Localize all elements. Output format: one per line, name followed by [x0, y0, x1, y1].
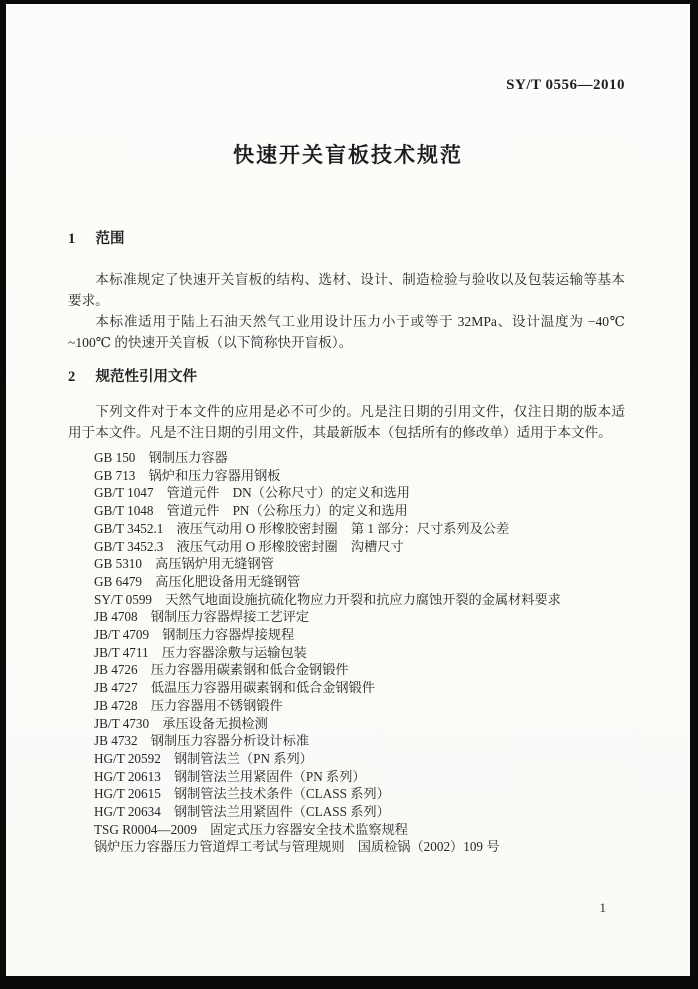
reference-item: GB/T 3452.1 液压气动用 O 形橡胶密封圈 第 1 部分：尺寸系列及公差: [94, 520, 510, 536]
section-1-paragraphs: [68, 269, 625, 353]
section-2-heading: [68, 367, 625, 387]
paragraph: 本标准适用于陆上石油天然气工业用设计压力小于或等于 32MPa、设计温度为 −40℃ ~100℃ 的快速开关盲板（以下简称快开盲板）。: [68, 314, 625, 350]
references-list: [68, 449, 625, 856]
document-page: [6, 4, 690, 976]
reference-item: TSG R0004—2009 固定式压力容器安全技术监察规程: [94, 821, 408, 837]
reference-item: HG/T 20592 钢制管法兰（PN 系列）: [94, 750, 313, 766]
reference-item: HG/T 20615 钢制管法兰技术条件（CLASS 系列）: [94, 786, 390, 802]
reference-item: GB 150 钢制压力容器: [94, 450, 228, 465]
page-content: [68, 229, 625, 856]
reference-item: GB/T 1047 管道元件 DN（公称尺寸）的定义和选用: [94, 485, 410, 501]
reference-item: GB/T 1048 管道元件 PN（公称压力）的定义和选用: [94, 503, 408, 519]
reference-item: JB 4708 钢制压力容器焊接工艺评定: [94, 609, 310, 625]
reference-item: GB 5310 高压锅炉用无缝钢管: [94, 556, 274, 572]
paragraph: 本标准规定了快速开关盲板的结构、选材、设计、制造检验与验收以及包装运输等基本要求。: [68, 272, 625, 308]
reference-item: SY/T 0599 天然气地面设施抗硫化物应力开裂和抗应力腐蚀开裂的金属材料要求: [94, 591, 561, 607]
section-1-number: 1: [68, 231, 76, 247]
section-1-heading: [68, 229, 625, 249]
reference-item: JB/T 4730 承压设备无损检测: [94, 715, 268, 731]
reference-item: HG/T 20613 钢制管法兰用紧固件（PN 系列）: [94, 768, 366, 784]
reference-item: JB 4726 压力容器用碳素钢和低合金钢锻件: [94, 662, 349, 678]
section-2-number: 2: [68, 369, 76, 385]
document-title: 快速开关盲板技术规范: [233, 143, 463, 167]
reference-item: HG/T 20634 钢制管法兰用紧固件（CLASS 系列）: [94, 804, 390, 820]
reference-item: JB 4727 低温压力容器用碳素钢和低合金钢锻件: [94, 680, 375, 696]
reference-item: JB 4732 钢制压力容器分析设计标准: [94, 733, 310, 749]
reference-item: 锅炉压力容器压力管道焊工考试与管理规则 国质检锅（2002）109 号: [94, 839, 500, 855]
section-1-title: 范围: [95, 231, 125, 247]
page-number: 1: [599, 900, 606, 915]
reference-item: GB/T 3452.3 液压气动用 O 形橡胶密封圈 沟槽尺寸: [94, 538, 404, 554]
paragraph: 下列文件对于本文件的应用是必不可少的。凡是注日期的引用文件，仅注日期的版本适用于本文件。凡是不注日期的引用文件，其最新版本（包括所有的修改单）适用于本文件。: [68, 404, 625, 440]
reference-item: JB/T 4709 钢制压力容器焊接规程: [94, 627, 295, 643]
reference-item: GB 713 锅炉和压力容器用钢板: [94, 467, 281, 483]
section-2-intro: [68, 401, 625, 443]
reference-item: JB/T 4711 压力容器涂敷与运输包装: [94, 644, 307, 660]
section-2-title: 规范性引用文件: [95, 369, 198, 385]
reference-item: GB 6479 高压化肥设备用无缝钢管: [94, 573, 301, 589]
reference-item: JB 4728 压力容器用不锈钢锻件: [94, 697, 283, 713]
standard-code-header: SY/T 0556—2010: [506, 77, 625, 93]
